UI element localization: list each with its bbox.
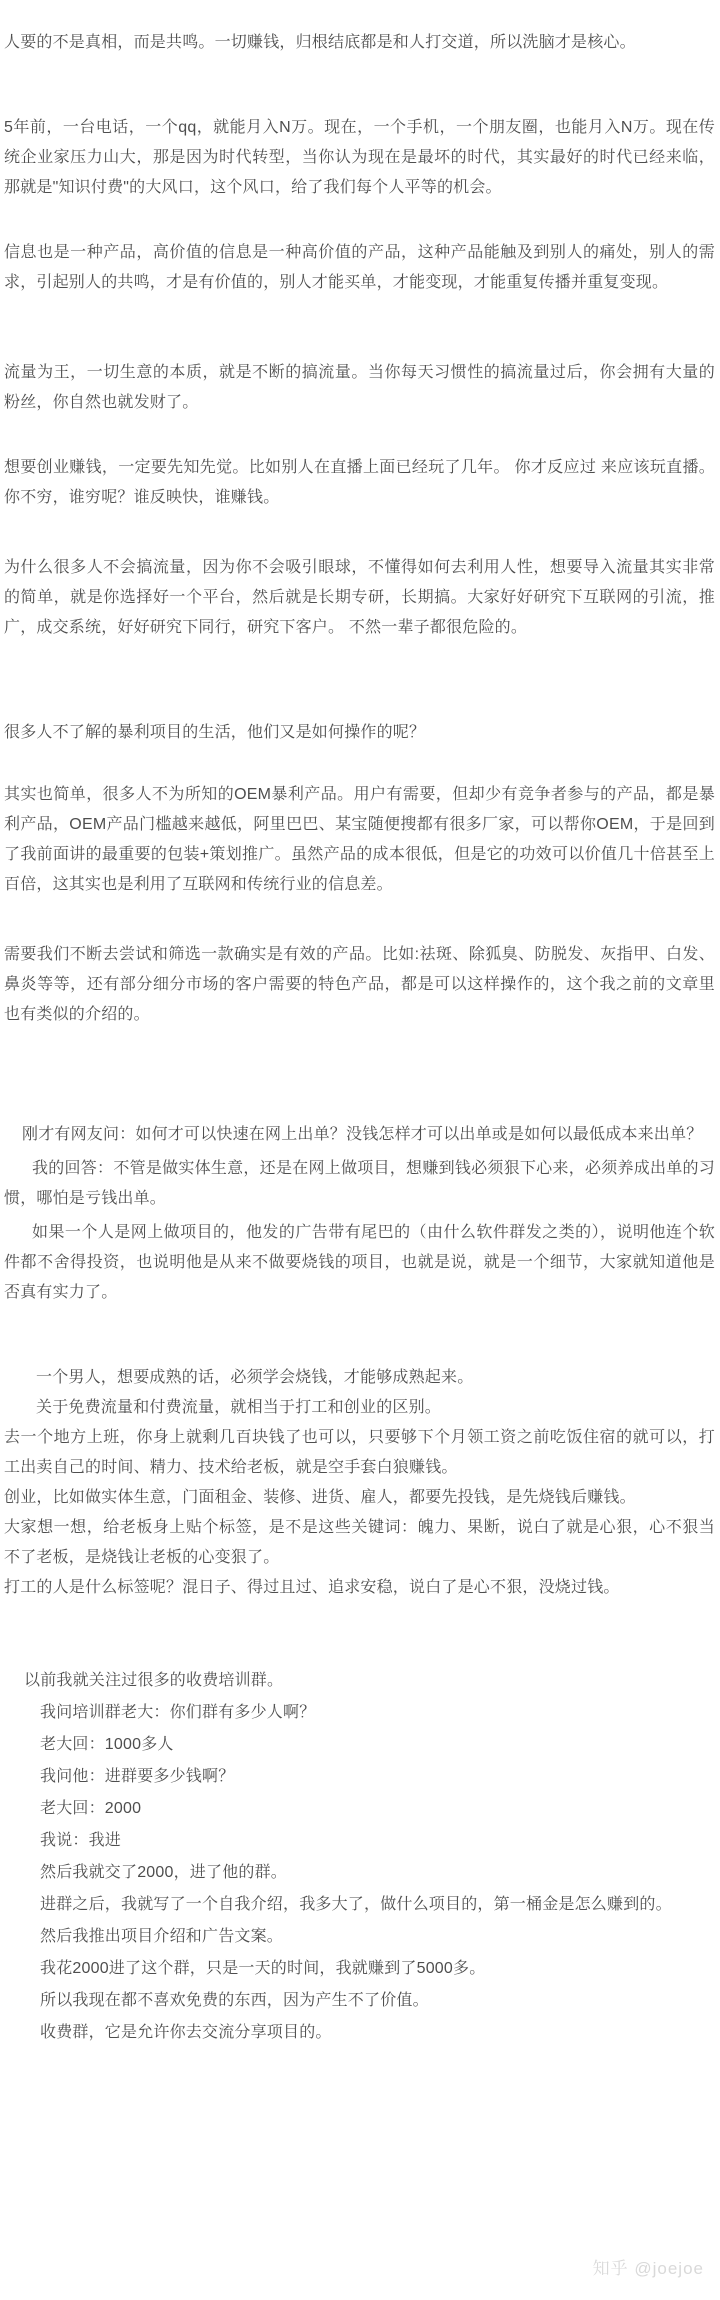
paragraph: 一个男人，想要成熟的话，必须学会烧钱，才能够成熟起来。 — [36, 1369, 474, 1386]
zhihu-watermark: 知乎 @joejoe — [592, 2259, 704, 2278]
paragraph: 进群之后，我就写了一个自我介绍，我多大了，做什么项目的，第一桶金是怎么赚到的。 — [40, 1896, 672, 1913]
paragraph: 我的回答：不管是做实体生意，还是在网上做项目，想赚到钱必须狠下心来，必须养成出单的习惯，哪怕是亏钱出单。 — [4, 1160, 715, 1207]
dialogue-line: 我问培训群老大：你们群有多少人啊？ — [40, 1704, 316, 1721]
dialogue-line: 我问他：进群要多少钱啊？ — [40, 1768, 235, 1785]
paragraph: 流量为王，一切生意的本质，就是不断的搞流量。当你每天习惯性的搞流量过后，你会拥有大量的粉丝，你自然也就发财了。 — [4, 364, 715, 411]
paragraph: 其实也简单，很多人不为所知的OEM暴利产品。用户有需要，但却少有竞争者参与的产品，都是暴利产品，OEM产品门槛越来越低，阿里巴巴、某宝随便搜都有很多厂家，可以帮你OEM，于是回到了我前面讲的最重要的包装+策划推广。虽然产品的成本很低，但是它的功效可以价值几十倍甚至上百倍，这其实也是利用了互联网和传统行业的信息差。 — [4, 786, 715, 893]
paragraph: 所以我现在都不喜欢免费的东西，因为产生不了价值。 — [40, 1992, 429, 2009]
dialogue-line: 老大回：1000多人 — [40, 1736, 174, 1753]
paragraph: 为什么很多人不会搞流量，因为你不会吸引眼球，不懂得如何去利用人性，想要导入流量其实非常的简单，就是你选择好一个平台，然后就是长期专研，长期搞。大家好好研究下互联网的引流，推广，成交系统，好好研究下同行，研究下客户。 不然一辈子都很危险的。 — [4, 559, 715, 636]
paragraph: 如果一个人是网上做项目的，他发的广告带有尾巴的（由什么软件群发之类的），说明他连个软件都不舍得投资，也说明他是从来不做要烧钱的项目，也就是说，就是一个细节，大家就知道他是否真有实力了。 — [4, 1224, 715, 1301]
paragraph: 5年前，一台电话，一个qq，就能月入N万。现在，一个手机，一个朋友圈，也能月入N万。现在传统企业家压力山大，那是因为时代转型，当你认为现在是最坏的时代，其实最好的时代已经来临，那就是"知识付费"的大风口，这个风口，给了我们每个人平等的机会。 — [4, 119, 715, 196]
paragraph: 我花2000进了这个群，只是一天的时间，我就赚到了5000多。 — [40, 1960, 486, 1977]
paragraph: 需要我们不断去尝试和筛选一款确实是有效的产品。比如:祛斑、除狐臭、防脱发、灰指甲、白发、鼻炎等等，还有部分细分市场的客户需要的特色产品，都是可以这样操作的，这个我之前的文章里也有类似的介绍的。 — [4, 946, 715, 1023]
paragraph: 然后我推出项目介绍和广告文案。 — [40, 1928, 284, 1945]
paragraph: 大家想一想，给老板身上贴个标签，是不是这些关键词：魄力、果断，说白了就是心狠，心不狠当不了老板，是烧钱让老板的心变狠了。 — [4, 1519, 715, 1566]
paragraph: 创业，比如做实体生意，门面租金、装修、进货、雇人，都要先投钱，是先烧钱后赚钱。 — [4, 1489, 636, 1506]
paragraph: 以前我就关注过很多的收费培训群。 — [24, 1672, 284, 1689]
paragraph: 想要创业赚钱，一定要先知先觉。比如别人在直播上面已经玩了几年。 你才反应过 来应该玩直播。你不穷，谁穷呢？谁反映快，谁赚钱。 — [4, 459, 715, 506]
paragraph: 刚才有网友问：如何才可以快速在网上出单？没钱怎样才可以出单或是如何以最低成本来出单？ — [22, 1126, 703, 1143]
paragraph: 很多人不了解的暴利项目的生活，他们又是如何操作的呢？ — [4, 724, 426, 741]
paragraph: 关于免费流量和付费流量，就相当于打工和创业的区别。 — [36, 1399, 442, 1416]
dialogue-line: 老大回：2000 — [40, 1800, 142, 1817]
dialogue-line: 我说：我进 — [40, 1832, 122, 1849]
paragraph: 人要的不是真相，而是共鸣。一切赚钱，归根结底都是和人打交道，所以洗脑才是核心。 — [4, 34, 636, 51]
dialogue-line: 然后我就交了2000，进了他的群。 — [40, 1864, 287, 1881]
paragraph: 信息也是一种产品，高价值的信息是一种高价值的产品，这种产品能触及到别人的痛处，别人的需求，引起别人的共鸣，才是有价值的，别人才能买单，才能变现，才能重复传播并重复变现。 — [4, 244, 715, 291]
paragraph: 打工的人是什么标签呢？混日子、得过且过、追求安稳，说白了是心不狠，没烧过钱。 — [4, 1579, 620, 1596]
paragraph: 去一个地方上班，你身上就剩几百块钱了也可以，只要够下个月领工资之前吃饭住宿的就可以，打工出卖自己的时间、精力、技术给老板，就是空手套白狼赚钱。 — [4, 1429, 715, 1476]
paragraph: 收费群，它是允许你去交流分享项目的。 — [40, 2024, 332, 2041]
